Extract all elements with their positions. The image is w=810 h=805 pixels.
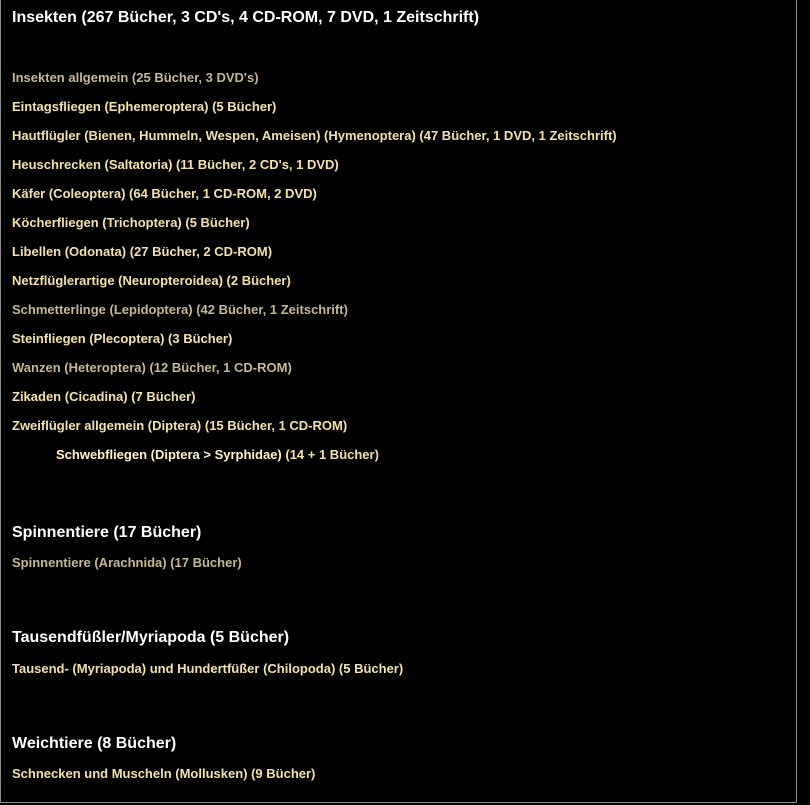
link-heuschrecken[interactable]: Heuschrecken (Saltatoria) (11 Bücher, 2 CD's, 1 DVD) <box>12 157 339 172</box>
link-tausendfuessler[interactable]: Tausend- (Myriapoda) und Hundertfüßer (Chilopoda) (5 Bücher) <box>12 661 404 676</box>
link-eintagsfliegen[interactable]: Eintagsfliegen (Ephemeroptera) (5 Bücher) <box>12 99 277 114</box>
link-schwebfliegen[interactable] <box>56 447 379 462</box>
link-hautfluegler[interactable]: Hautflügler (Bienen, Hummeln, Wespen, Ameisen) (Hymenoptera) (47 Bücher, 1 DVD, 1 Zeitschrift) <box>12 128 617 143</box>
link-wanzen[interactable]: Wanzen (Heteroptera) (12 Bücher, 1 CD-ROM) <box>12 360 292 375</box>
link-zweifluegler[interactable]: Zweiflügler allgemein (Diptera) (15 Bücher, 1 CD-ROM) <box>12 418 348 433</box>
link-koecherfliegen[interactable]: Köcherfliegen (Trichoptera) (5 Bücher) <box>12 215 250 230</box>
scrollbar[interactable] <box>797 0 810 805</box>
link-weichtiere[interactable]: Schnecken und Muscheln (Mollusken) (9 Bücher) <box>12 766 316 781</box>
schwebfliegen-count: (14 + 1 Bücher) <box>281 447 379 462</box>
link-kaefer[interactable]: Käfer (Coleoptera) (64 Bücher, 1 CD-ROM, 2 DVD) <box>12 186 317 201</box>
link-netzfluegler[interactable]: Netzflüglerartige (Neuropteroidea) (2 Bücher) <box>12 273 291 288</box>
link-insekten-allgemein[interactable]: Insekten allgemein (25 Bücher, 3 DVD's) <box>12 70 259 85</box>
link-schmetterlinge[interactable]: Schmetterlinge (Lepidoptera) (42 Bücher, 1 Zeitschrift) <box>12 302 348 317</box>
section-heading-spinnentiere: Spinnentiere (17 Bücher) <box>12 524 202 541</box>
link-steinfliegen[interactable]: Steinfliegen (Plecoptera) (3 Bücher) <box>12 331 233 346</box>
section-heading-weichtiere: Weichtiere (8 Bücher) <box>12 735 177 752</box>
schwebfliegen-name: Schwebfliegen (Diptera > Syrphidae) <box>56 447 282 462</box>
section-heading-insekten: Insekten (267 Bücher, 3 CD's, 4 CD-ROM, 7 DVD, 1 Zeitschrift) <box>12 9 480 26</box>
link-libellen[interactable]: Libellen (Odonata) (27 Bücher, 2 CD-ROM) <box>12 244 273 259</box>
link-zikaden[interactable]: Zikaden (Cicadina) (7 Bücher) <box>12 389 196 404</box>
section-heading-tausendfuessler: Tausendfüßler/Myriapoda (5 Bücher) <box>12 629 290 646</box>
link-spinnentiere[interactable]: Spinnentiere (Arachnida) (17 Bücher) <box>12 555 242 570</box>
